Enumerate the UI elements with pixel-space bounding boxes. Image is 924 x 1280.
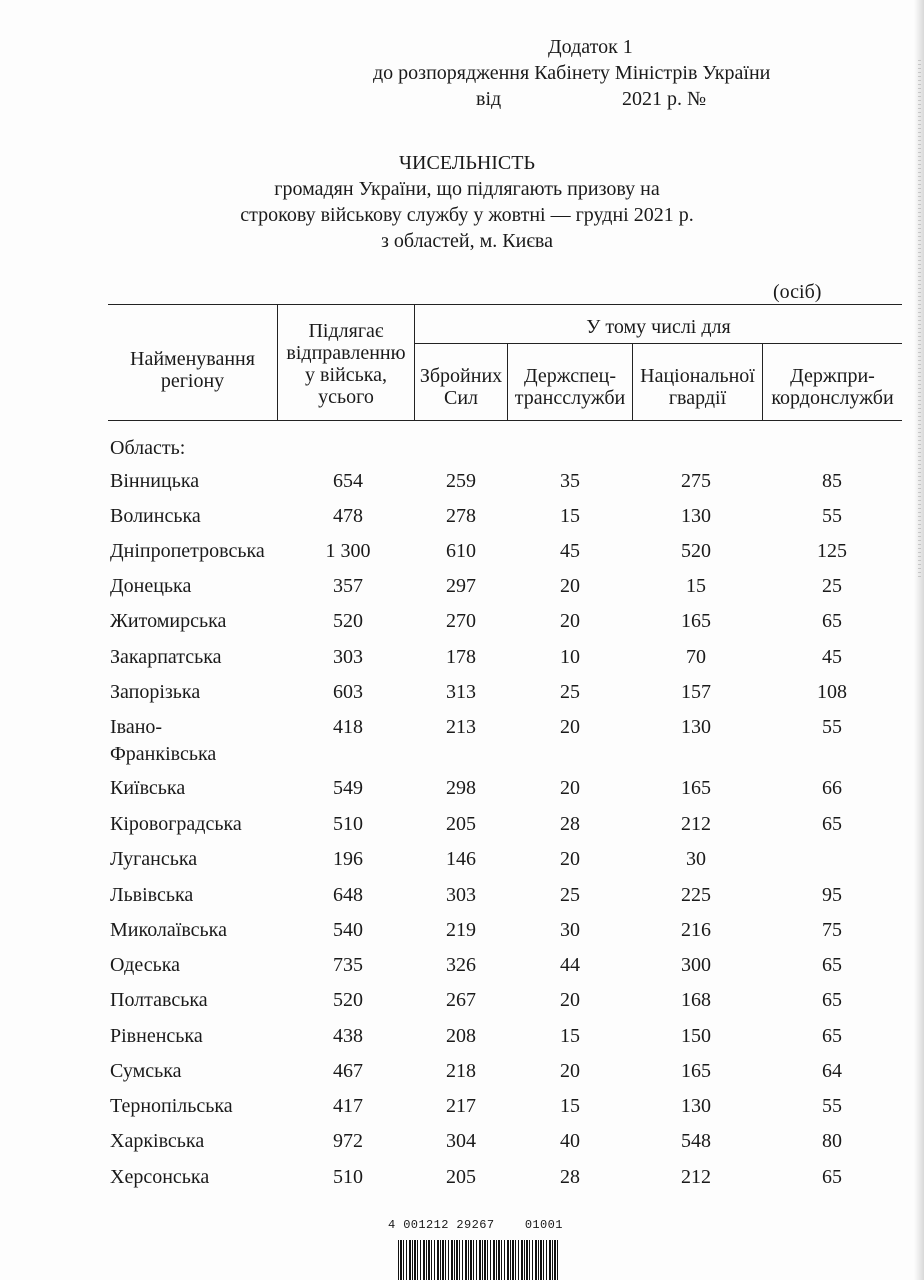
- header-region-line: Найменування: [130, 348, 255, 370]
- cell-total: 549: [333, 777, 363, 799]
- header-total-line: у війська,: [305, 364, 387, 386]
- cell-transport: 20: [560, 575, 580, 597]
- cell-border: 45: [822, 646, 842, 668]
- annex-date-prefix: від: [476, 88, 502, 110]
- cell-armed: 218: [446, 1060, 476, 1082]
- cell-transport: 28: [560, 813, 580, 835]
- header-border-line: Держпри-: [790, 365, 875, 387]
- cell-total: 540: [333, 919, 363, 941]
- cell-total: 603: [333, 681, 363, 703]
- header-transport-service: [508, 365, 632, 409]
- cell-armed: 298: [446, 777, 476, 799]
- cell-total: 418: [333, 716, 363, 738]
- cell-armed: 208: [446, 1025, 476, 1047]
- cell-total: 735: [333, 954, 363, 976]
- table-row-region: Миколаївська: [110, 919, 227, 941]
- cell-armed: 219: [446, 919, 476, 941]
- table-row-region: Житомирська: [110, 610, 227, 632]
- cell-border: 55: [822, 505, 842, 527]
- header-border-service: [763, 365, 902, 409]
- title-line-1: громадян України, що підлягають призову на: [274, 178, 660, 200]
- header-total-line: відправленню: [286, 342, 406, 364]
- cell-transport: 30: [560, 919, 580, 941]
- cell-total: 196: [333, 848, 363, 870]
- cell-guard: 15: [686, 575, 706, 597]
- cell-guard: 225: [681, 884, 711, 906]
- cell-border: 95: [822, 884, 842, 906]
- cell-border: 65: [822, 1166, 842, 1188]
- cell-border: 66: [822, 777, 842, 799]
- cell-armed: 267: [446, 989, 476, 1011]
- header-region-line: регіону: [160, 370, 225, 392]
- cell-border: 25: [822, 575, 842, 597]
- barcode-number: 4 001212 29267 01001: [388, 1218, 563, 1232]
- table-row-region: Запорізька: [110, 681, 201, 703]
- annex-line-1: Додаток 1: [548, 36, 633, 58]
- header-national-guard: [633, 365, 762, 409]
- cell-total: 648: [333, 884, 363, 906]
- cell-transport: 10: [560, 646, 580, 668]
- table-row-region: Івано-: [110, 716, 163, 738]
- cell-transport: 45: [560, 540, 580, 562]
- cell-border: 64: [822, 1060, 842, 1082]
- table-row-region: Дніпропетровська: [110, 540, 265, 562]
- cell-guard: 130: [681, 1095, 711, 1117]
- table-row-region: Луганська: [110, 848, 198, 870]
- cell-armed: 326: [446, 954, 476, 976]
- header-guard-line: гвардії: [668, 387, 727, 409]
- cell-armed: 205: [446, 1166, 476, 1188]
- table-row-region: Закарпатська: [110, 646, 222, 668]
- cell-border: 108: [817, 681, 847, 703]
- cell-border: 85: [822, 470, 842, 492]
- cell-total: 972: [333, 1130, 363, 1152]
- table-row-region: Кіровоградська: [110, 813, 242, 835]
- cell-border: 55: [822, 716, 842, 738]
- cell-border: 65: [822, 989, 842, 1011]
- header-bottom-rule: [108, 420, 902, 421]
- cell-transport: 15: [560, 1095, 580, 1117]
- cell-armed: 278: [446, 505, 476, 527]
- cell-guard: 212: [681, 813, 711, 835]
- header-including: У тому числі для: [586, 316, 731, 338]
- table-row-region: Харківська: [110, 1130, 205, 1152]
- cell-guard: 548: [681, 1130, 711, 1152]
- cell-border: 65: [822, 610, 842, 632]
- cell-transport: 20: [560, 610, 580, 632]
- cell-total: 520: [333, 989, 363, 1011]
- annex-date-suffix: 2021 р. №: [622, 88, 707, 110]
- cell-transport: 40: [560, 1130, 580, 1152]
- cell-total: 510: [333, 1166, 363, 1188]
- cell-guard: 168: [681, 989, 711, 1011]
- cell-total: 520: [333, 610, 363, 632]
- cell-border: 65: [822, 954, 842, 976]
- cell-transport: 44: [560, 954, 580, 976]
- cell-armed: 217: [446, 1095, 476, 1117]
- cell-transport: 20: [560, 1060, 580, 1082]
- header-transport-line: трансслужби: [514, 387, 626, 409]
- cell-border: 65: [822, 813, 842, 835]
- table-row-region: Львівська: [110, 884, 194, 906]
- table-row-region: Сумська: [110, 1060, 182, 1082]
- cell-armed: 146: [446, 848, 476, 870]
- cell-armed: 313: [446, 681, 476, 703]
- table-top-rule: [108, 304, 902, 305]
- cell-transport: 35: [560, 470, 580, 492]
- cell-total: 510: [333, 813, 363, 835]
- barcode-bars: [398, 1240, 558, 1280]
- cell-armed: 259: [446, 470, 476, 492]
- cell-guard: 216: [681, 919, 711, 941]
- cell-total: 654: [333, 470, 363, 492]
- cell-guard: 130: [681, 505, 711, 527]
- cell-transport: 28: [560, 1166, 580, 1188]
- cell-total: 357: [333, 575, 363, 597]
- cell-guard: 30: [686, 848, 706, 870]
- cell-total: 417: [333, 1095, 363, 1117]
- header-total: [278, 320, 414, 408]
- cell-guard: 212: [681, 1166, 711, 1188]
- cell-total: 1 300: [325, 540, 371, 562]
- cell-guard: 130: [681, 716, 711, 738]
- header-total-line: Підлягає: [308, 320, 384, 342]
- title-line-3: з областей, м. Києва: [381, 230, 553, 252]
- cell-transport: 20: [560, 716, 580, 738]
- barcode: [388, 1218, 568, 1280]
- cell-border: 80: [822, 1130, 842, 1152]
- cell-transport: 15: [560, 505, 580, 527]
- cell-guard: 150: [681, 1025, 711, 1047]
- cell-guard: 70: [686, 646, 706, 668]
- cell-total: 303: [333, 646, 363, 668]
- cell-guard: 520: [681, 540, 711, 562]
- cell-armed: 610: [446, 540, 476, 562]
- header-armed-forces: [415, 365, 507, 409]
- cell-armed: 270: [446, 610, 476, 632]
- header-armed-line: Збройних: [419, 365, 503, 387]
- cell-total: 478: [333, 505, 363, 527]
- cell-armed: 304: [446, 1130, 476, 1152]
- cell-guard: 157: [681, 681, 711, 703]
- cell-armed: 213: [446, 716, 476, 738]
- cell-armed: 297: [446, 575, 476, 597]
- table-row-region-cont: Франківська: [110, 743, 217, 765]
- cell-guard: 275: [681, 470, 711, 492]
- table-row-region: Київська: [110, 777, 186, 799]
- cell-border: 125: [817, 540, 847, 562]
- cell-armed: 178: [446, 646, 476, 668]
- scan-edge-marks: [918, 60, 921, 580]
- cell-border: 55: [822, 1095, 842, 1117]
- cell-guard: 165: [681, 1060, 711, 1082]
- section-label: Область:: [110, 437, 186, 459]
- table-row-region: Одеська: [110, 954, 181, 976]
- cell-transport: 20: [560, 777, 580, 799]
- table-row-region: Полтавська: [110, 989, 208, 1011]
- cell-transport: 20: [560, 848, 580, 870]
- cell-transport: 25: [560, 681, 580, 703]
- cell-armed: 303: [446, 884, 476, 906]
- cell-total: 467: [333, 1060, 363, 1082]
- units-label: (осіб): [773, 281, 822, 303]
- annex-line-2: до розпорядження Кабінету Міністрів України: [373, 62, 771, 84]
- table-row-region: Тернопільська: [110, 1095, 233, 1117]
- title-line-2: строкову військову службу у жовтні — грудні 2021 р.: [240, 204, 694, 226]
- table-row-region: Рівненська: [110, 1025, 203, 1047]
- cell-transport: 25: [560, 884, 580, 906]
- table-row-region: Донецька: [110, 575, 192, 597]
- cell-total: 438: [333, 1025, 363, 1047]
- header-guard-line: Національної: [640, 365, 755, 387]
- cell-guard: 165: [681, 610, 711, 632]
- cell-armed: 205: [446, 813, 476, 835]
- cell-transport: 15: [560, 1025, 580, 1047]
- table-row-region: Херсонська: [110, 1166, 210, 1188]
- header-transport-line: Держспец-: [523, 365, 617, 387]
- header-armed-line: Сил: [443, 387, 479, 409]
- cell-border: 65: [822, 1025, 842, 1047]
- cell-guard: 300: [681, 954, 711, 976]
- cell-border: 75: [822, 919, 842, 941]
- header-border-line: кордонслужби: [771, 387, 894, 409]
- table-row-region: Волинська: [110, 505, 201, 527]
- cell-transport: 20: [560, 989, 580, 1011]
- cell-guard: 165: [681, 777, 711, 799]
- document-heading: ЧИСЕЛЬНІСТЬ: [399, 152, 535, 174]
- subheader-rule: [414, 343, 902, 344]
- header-region: [108, 348, 277, 392]
- table-row-region: Вінницька: [110, 470, 200, 492]
- header-total-line: усього: [318, 386, 374, 408]
